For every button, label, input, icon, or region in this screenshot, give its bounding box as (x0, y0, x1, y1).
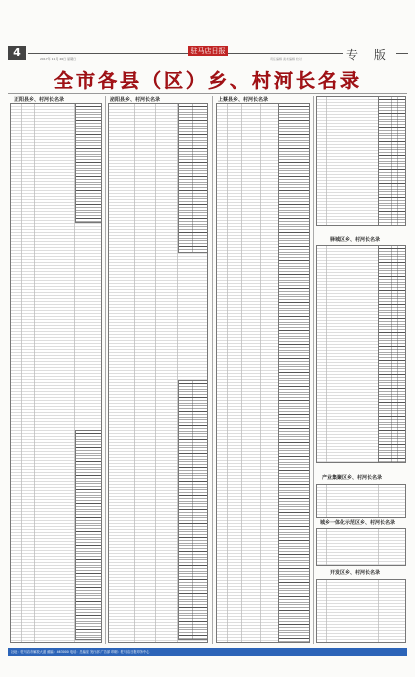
headline-rule (8, 93, 407, 94)
footer-bar: 社址：驻马店市解放大道 邮编：463000 电话：总编室 发行部 广告部 印刷：驻马店日报印务中心 (8, 648, 407, 656)
section-title: 专 版 (346, 48, 392, 62)
table-biyang-dense-1 (178, 103, 208, 253)
section-rule (396, 53, 408, 54)
column-heading-shangcai: 上蔡县乡、村河长名录 (218, 97, 269, 103)
table-zhengyang-dense-2 (75, 430, 102, 640)
date-line: 2017年 11月 26日 星期日 (40, 57, 77, 61)
table-right-top-dense (378, 96, 406, 226)
column-heading-biyang: 泌阳县乡、村河长名录 (110, 97, 161, 103)
table-kaifaqu (316, 579, 406, 643)
masthead-rule (28, 53, 343, 54)
table-chengxiang (316, 528, 406, 566)
page-number: 4 (8, 46, 26, 60)
heading-chengxiang: 城乡一体化示范区乡、村河长名录 (320, 520, 396, 526)
heading-kaifaqu: 开发区乡、村河长名录 (330, 570, 381, 576)
column-separator (212, 96, 213, 644)
table-zhengyang-dense-1 (75, 103, 102, 223)
editor-line: 责任编辑 美术编辑 校对 (270, 57, 302, 61)
heading-yicheng: 驿城区乡、村河长名录 (330, 237, 381, 243)
heading-chanye: 产业集聚区乡、村河长名录 (322, 475, 383, 481)
table-biyang-dense-2 (178, 380, 208, 640)
table-shangcai-dense (278, 103, 310, 643)
column-separator (105, 96, 106, 644)
table-chanye (316, 484, 406, 518)
paper-logo: 驻马店日报 (188, 46, 228, 56)
page-headline: 全市各县（区）乡、村河长名录 (53, 70, 362, 92)
column-separator (313, 96, 314, 644)
table-yicheng-dense (378, 245, 406, 463)
column-heading-zhengyang: 正阳县乡、村河长名录 (14, 97, 65, 103)
